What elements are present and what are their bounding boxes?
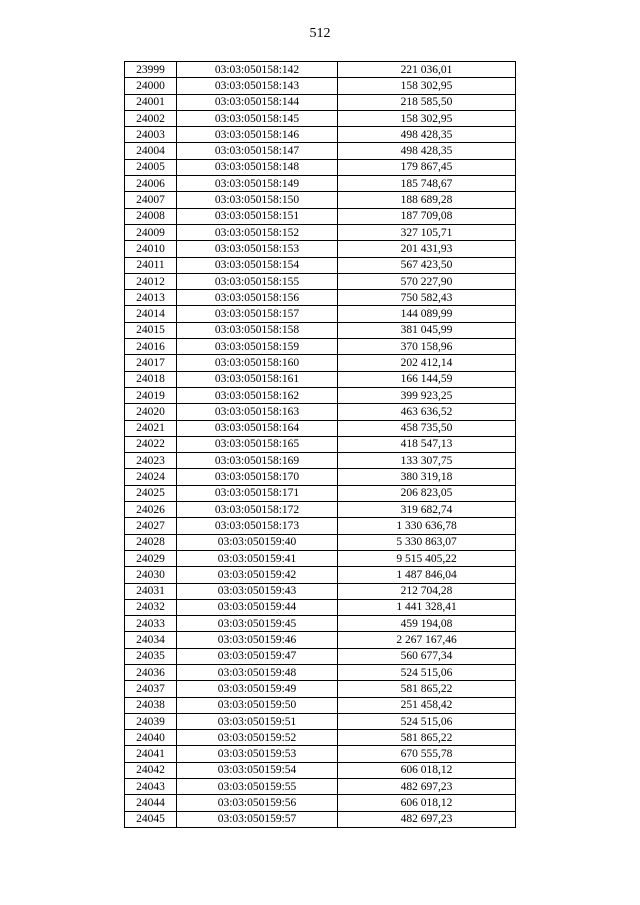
row-number-cell: 24014 <box>125 306 177 322</box>
cadastral-number-cell: 03:03:050159:55 <box>177 779 338 795</box>
cadastral-number-cell: 03:03:050159:43 <box>177 583 338 599</box>
value-cell: 750 582,43 <box>338 290 516 306</box>
cadastral-number-cell: 03:03:050159:45 <box>177 616 338 632</box>
row-number-cell: 24011 <box>125 257 177 273</box>
row-number-cell: 24043 <box>125 779 177 795</box>
value-cell: 1 330 636,78 <box>338 518 516 534</box>
cadastral-number-cell: 03:03:050158:161 <box>177 371 338 387</box>
row-number-cell: 24038 <box>125 697 177 713</box>
cadastral-number-cell: 03:03:050158:150 <box>177 192 338 208</box>
value-cell: 567 423,50 <box>338 257 516 273</box>
table-row <box>125 502 516 518</box>
cadastral-number-cell: 03:03:050158:165 <box>177 436 338 452</box>
value-cell: 482 697,23 <box>338 811 516 827</box>
table-body <box>125 62 516 828</box>
cadastral-number-cell: 03:03:050159:47 <box>177 648 338 664</box>
value-cell: 381 045,99 <box>338 322 516 338</box>
value-cell: 1 487 846,04 <box>338 567 516 583</box>
row-number-cell: 24012 <box>125 273 177 289</box>
row-number-cell: 24006 <box>125 176 177 192</box>
table-row <box>125 257 516 273</box>
row-number-cell: 24019 <box>125 387 177 403</box>
table-row <box>125 697 516 713</box>
row-number-cell: 24021 <box>125 420 177 436</box>
row-number-cell: 24045 <box>125 811 177 827</box>
table-row <box>125 550 516 566</box>
cadastral-number-cell: 03:03:050158:162 <box>177 387 338 403</box>
cadastral-number-cell: 03:03:050159:42 <box>177 567 338 583</box>
value-cell: 221 036,01 <box>338 62 516 78</box>
cadastral-number-cell: 03:03:050158:158 <box>177 322 338 338</box>
value-cell: 185 748,67 <box>338 176 516 192</box>
table-row <box>125 273 516 289</box>
cadastral-number-cell: 03:03:050159:56 <box>177 795 338 811</box>
data-table <box>124 61 516 828</box>
cadastral-number-cell: 03:03:050158:164 <box>177 420 338 436</box>
value-cell: 251 458,42 <box>338 697 516 713</box>
table-row <box>125 371 516 387</box>
value-cell: 370 158,96 <box>338 339 516 355</box>
row-number-cell: 24035 <box>125 648 177 664</box>
row-number-cell: 24013 <box>125 290 177 306</box>
value-cell: 418 547,13 <box>338 436 516 452</box>
cadastral-number-cell: 03:03:050158:149 <box>177 176 338 192</box>
cadastral-number-cell: 03:03:050159:49 <box>177 681 338 697</box>
cadastral-number-cell: 03:03:050158:154 <box>177 257 338 273</box>
table-row <box>125 795 516 811</box>
value-cell: 463 636,52 <box>338 404 516 420</box>
row-number-cell: 24007 <box>125 192 177 208</box>
table-row <box>125 110 516 126</box>
cadastral-number-cell: 03:03:050158:155 <box>177 273 338 289</box>
table-row <box>125 224 516 240</box>
cadastral-number-cell: 03:03:050158:145 <box>177 110 338 126</box>
value-cell: 459 194,08 <box>338 616 516 632</box>
value-cell: 179 867,45 <box>338 159 516 175</box>
value-cell: 158 302,95 <box>338 110 516 126</box>
value-cell: 458 735,50 <box>338 420 516 436</box>
table-row <box>125 453 516 469</box>
cadastral-number-cell: 03:03:050159:50 <box>177 697 338 713</box>
table-row <box>125 746 516 762</box>
value-cell: 319 682,74 <box>338 502 516 518</box>
value-cell: 380 319,18 <box>338 469 516 485</box>
value-cell: 399 923,25 <box>338 387 516 403</box>
value-cell: 187 709,08 <box>338 208 516 224</box>
value-cell: 560 677,34 <box>338 648 516 664</box>
table-row <box>125 599 516 615</box>
table-row <box>125 192 516 208</box>
cadastral-number-cell: 03:03:050158:157 <box>177 306 338 322</box>
row-number-cell: 24016 <box>125 339 177 355</box>
value-cell: 524 515,06 <box>338 664 516 680</box>
row-number-cell: 24000 <box>125 78 177 94</box>
table-row <box>125 469 516 485</box>
table-row <box>125 713 516 729</box>
value-cell: 166 144,59 <box>338 371 516 387</box>
table-row <box>125 306 516 322</box>
value-cell: 188 689,28 <box>338 192 516 208</box>
cadastral-number-cell: 03:03:050158:148 <box>177 159 338 175</box>
row-number-cell: 24017 <box>125 355 177 371</box>
row-number-cell: 24031 <box>125 583 177 599</box>
row-number-cell: 23999 <box>125 62 177 78</box>
row-number-cell: 24018 <box>125 371 177 387</box>
row-number-cell: 24026 <box>125 502 177 518</box>
table-row <box>125 322 516 338</box>
cadastral-number-cell: 03:03:050158:172 <box>177 502 338 518</box>
row-number-cell: 24004 <box>125 143 177 159</box>
row-number-cell: 24042 <box>125 762 177 778</box>
table-row <box>125 518 516 534</box>
table-row <box>125 583 516 599</box>
cadastral-number-cell: 03:03:050159:53 <box>177 746 338 762</box>
cadastral-number-cell: 03:03:050159:57 <box>177 811 338 827</box>
row-number-cell: 24024 <box>125 469 177 485</box>
value-cell: 201 431,93 <box>338 241 516 257</box>
value-cell: 581 865,22 <box>338 730 516 746</box>
row-number-cell: 24020 <box>125 404 177 420</box>
cadastral-number-cell: 03:03:050159:46 <box>177 632 338 648</box>
value-cell: 498 428,35 <box>338 127 516 143</box>
row-number-cell: 24029 <box>125 550 177 566</box>
table-row <box>125 62 516 78</box>
row-number-cell: 24032 <box>125 599 177 615</box>
cadastral-number-cell: 03:03:050159:41 <box>177 550 338 566</box>
row-number-cell: 24030 <box>125 567 177 583</box>
table-row <box>125 339 516 355</box>
table-row <box>125 404 516 420</box>
cadastral-number-cell: 03:03:050158:153 <box>177 241 338 257</box>
cadastral-number-cell: 03:03:050159:51 <box>177 713 338 729</box>
value-cell: 5 330 863,07 <box>338 534 516 550</box>
cadastral-number-cell: 03:03:050158:151 <box>177 208 338 224</box>
value-cell: 670 555,78 <box>338 746 516 762</box>
table-row <box>125 387 516 403</box>
table-row <box>125 241 516 257</box>
value-cell: 606 018,12 <box>338 762 516 778</box>
row-number-cell: 24039 <box>125 713 177 729</box>
table-row <box>125 159 516 175</box>
cadastral-number-cell: 03:03:050158:160 <box>177 355 338 371</box>
row-number-cell: 24022 <box>125 436 177 452</box>
row-number-cell: 24027 <box>125 518 177 534</box>
cadastral-number-cell: 03:03:050159:52 <box>177 730 338 746</box>
table-row <box>125 534 516 550</box>
row-number-cell: 24023 <box>125 453 177 469</box>
value-cell: 218 585,50 <box>338 94 516 110</box>
row-number-cell: 24025 <box>125 485 177 501</box>
cadastral-number-cell: 03:03:050158:159 <box>177 339 338 355</box>
cadastral-number-cell: 03:03:050159:44 <box>177 599 338 615</box>
cadastral-number-cell: 03:03:050158:143 <box>177 78 338 94</box>
value-cell: 581 865,22 <box>338 681 516 697</box>
page-number: 512 <box>309 26 331 41</box>
table-row <box>125 616 516 632</box>
cadastral-number-cell: 03:03:050158:142 <box>177 62 338 78</box>
cadastral-number-cell: 03:03:050158:163 <box>177 404 338 420</box>
table-row <box>125 681 516 697</box>
table-row <box>125 143 516 159</box>
row-number-cell: 24034 <box>125 632 177 648</box>
row-number-cell: 24008 <box>125 208 177 224</box>
value-cell: 212 704,28 <box>338 583 516 599</box>
value-cell: 327 105,71 <box>338 224 516 240</box>
cadastral-number-cell: 03:03:050158:144 <box>177 94 338 110</box>
cadastral-number-cell: 03:03:050158:146 <box>177 127 338 143</box>
row-number-cell: 24002 <box>125 110 177 126</box>
row-number-cell: 24009 <box>125 224 177 240</box>
row-number-cell: 24044 <box>125 795 177 811</box>
row-number-cell: 24033 <box>125 616 177 632</box>
row-number-cell: 24036 <box>125 664 177 680</box>
table-row <box>125 94 516 110</box>
cadastral-number-cell: 03:03:050159:54 <box>177 762 338 778</box>
table-row <box>125 420 516 436</box>
row-number-cell: 24037 <box>125 681 177 697</box>
row-number-cell: 24005 <box>125 159 177 175</box>
value-cell: 570 227,90 <box>338 273 516 289</box>
table-row <box>125 78 516 94</box>
value-cell: 524 515,06 <box>338 713 516 729</box>
table-row <box>125 127 516 143</box>
row-number-cell: 24041 <box>125 746 177 762</box>
value-cell: 202 412,14 <box>338 355 516 371</box>
row-number-cell: 24001 <box>125 94 177 110</box>
value-cell: 158 302,95 <box>338 78 516 94</box>
table-row <box>125 485 516 501</box>
table-row <box>125 436 516 452</box>
value-cell: 498 428,35 <box>338 143 516 159</box>
table-row <box>125 811 516 827</box>
cadastral-number-cell: 03:03:050158:173 <box>177 518 338 534</box>
cadastral-number-cell: 03:03:050158:171 <box>177 485 338 501</box>
table-row <box>125 730 516 746</box>
table-row <box>125 355 516 371</box>
table-row <box>125 664 516 680</box>
cadastral-number-cell: 03:03:050159:48 <box>177 664 338 680</box>
value-cell: 9 515 405,22 <box>338 550 516 566</box>
table-row <box>125 567 516 583</box>
table-row <box>125 762 516 778</box>
cadastral-number-cell: 03:03:050158:152 <box>177 224 338 240</box>
value-cell: 2 267 167,46 <box>338 632 516 648</box>
value-cell: 206 823,05 <box>338 485 516 501</box>
value-cell: 133 307,75 <box>338 453 516 469</box>
cadastral-number-cell: 03:03:050159:40 <box>177 534 338 550</box>
value-cell: 144 089,99 <box>338 306 516 322</box>
table-row <box>125 779 516 795</box>
cadastral-number-cell: 03:03:050158:147 <box>177 143 338 159</box>
table-row <box>125 632 516 648</box>
table-row <box>125 648 516 664</box>
value-cell: 606 018,12 <box>338 795 516 811</box>
value-cell: 1 441 328,41 <box>338 599 516 615</box>
row-number-cell: 24015 <box>125 322 177 338</box>
table-row <box>125 290 516 306</box>
table-row <box>125 208 516 224</box>
cadastral-number-cell: 03:03:050158:170 <box>177 469 338 485</box>
value-cell: 482 697,23 <box>338 779 516 795</box>
table-row <box>125 176 516 192</box>
cadastral-number-cell: 03:03:050158:169 <box>177 453 338 469</box>
row-number-cell: 24040 <box>125 730 177 746</box>
cadastral-number-cell: 03:03:050158:156 <box>177 290 338 306</box>
row-number-cell: 24010 <box>125 241 177 257</box>
row-number-cell: 24028 <box>125 534 177 550</box>
row-number-cell: 24003 <box>125 127 177 143</box>
